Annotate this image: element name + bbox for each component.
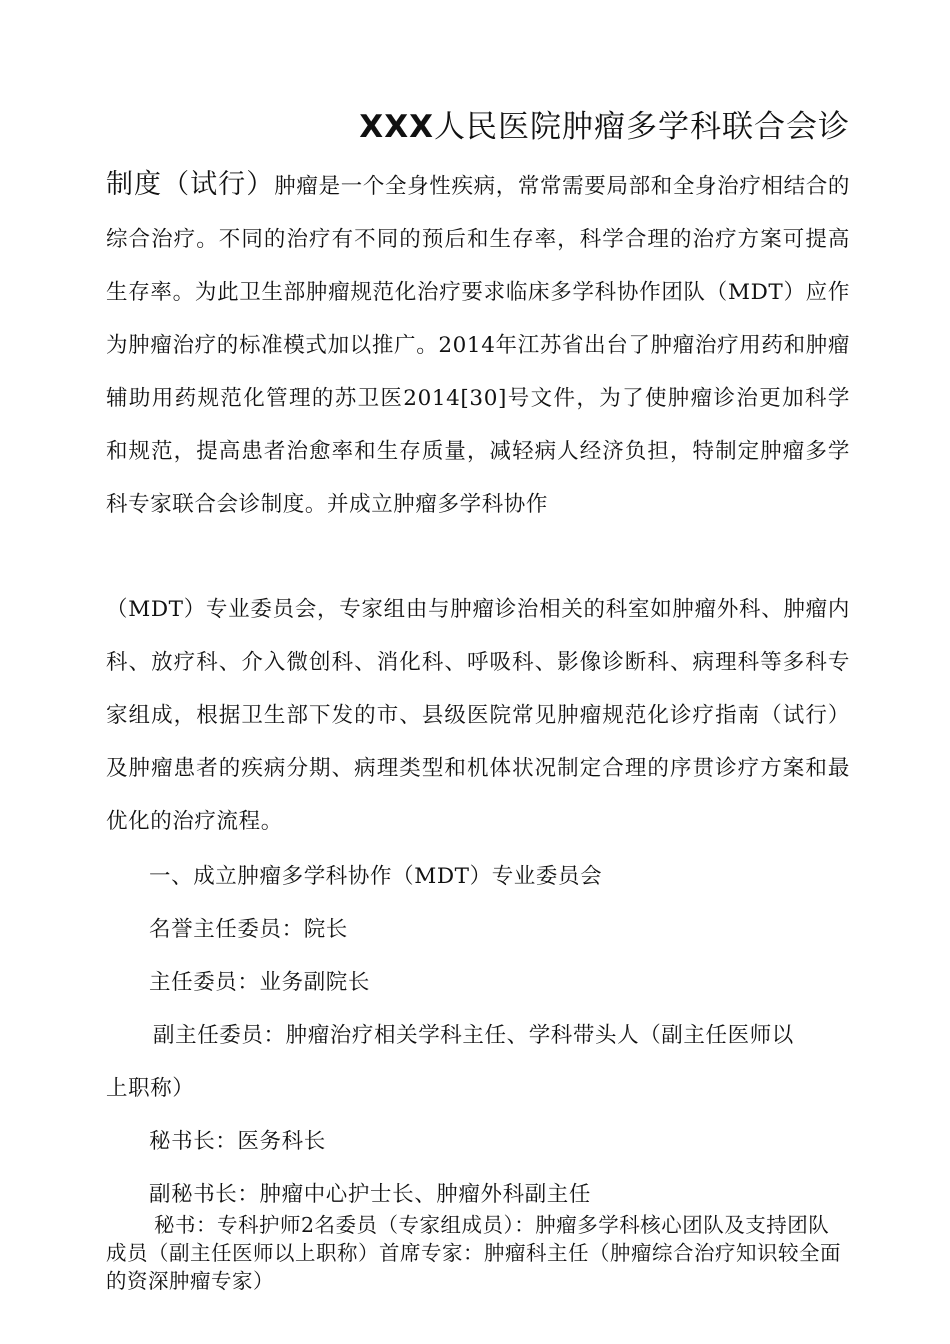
title-main: 人民医院肿瘤多学科联合会诊 bbox=[434, 109, 850, 145]
title-tail: 制度（试行） bbox=[106, 169, 275, 200]
chair-line: 主任委员：业务副院长 bbox=[149, 970, 371, 995]
section-heading: 一、成立肿瘤多学科协作（MDT）专业委员会 bbox=[149, 864, 603, 889]
vice-chair-line-2: 上职称） bbox=[106, 1076, 195, 1101]
intro-paragraph bbox=[106, 158, 850, 531]
secretary-and-members-block bbox=[106, 1211, 846, 1295]
title-prefix: XXX bbox=[359, 109, 434, 145]
intro-text: 肿瘤是一个全身性疾病，常常需要局部和全身治疗相结合的综合治疗。不同的治疗有不同的预后和生存率，科学合理的治疗方案可提高生存率。为此卫生部肿瘤规范化治疗要求临床多学科协作团队（MDT）应作为肿瘤治疗的标准模式加以推广。2014年江苏省出台了肿瘤治疗用药和肿瘤辅助用药规范化管理的苏卫医2014[30]号文件，为了使肿瘤诊治更加科学和规范，提高患者治愈率和生存质量，减轻病人经济负担，特制定肿瘤多学科专家联合会诊制度。并成立肿瘤多学科协作 bbox=[106, 174, 851, 517]
honorary-chair-line: 名誉主任委员：院长 bbox=[149, 917, 348, 942]
deputy-secretary-general-line: 副秘书长：肿瘤中心护士长、肿瘤外科副主任 bbox=[149, 1182, 592, 1207]
document-title bbox=[359, 105, 850, 149]
secretary-general-line: 秘书长：医务科长 bbox=[149, 1129, 326, 1154]
vice-chair-line-1: 副主任委员：肿瘤治疗相关学科主任、学科带头人（副主任医师以 bbox=[153, 1023, 794, 1048]
committee-description-paragraph: （MDT）专业委员会，专家组由与肿瘤诊治相关的科室如肿瘤外科、肿瘤内科、放疗科、介入微创科、消化科、呼吸科、影像诊断科、病理科等多科专家组成，根据卫生部下发的市、县级医院常见肿瘤规范化诊疗指南（试行）及肿瘤患者的疾病分期、病理类型和机体状况制定合理的序贯诊疗方案和最优化的治疗流程。 bbox=[106, 597, 850, 834]
secretary-and-members-text: 秘书：专科护师2名委员（专家组成员）：肿瘤多学科核心团队及支持团队成员（副主任医师以上职称）首席专家：肿瘤科主任（肿瘤综合治疗知识较全面的资深肿瘤专家） bbox=[106, 1213, 841, 1293]
